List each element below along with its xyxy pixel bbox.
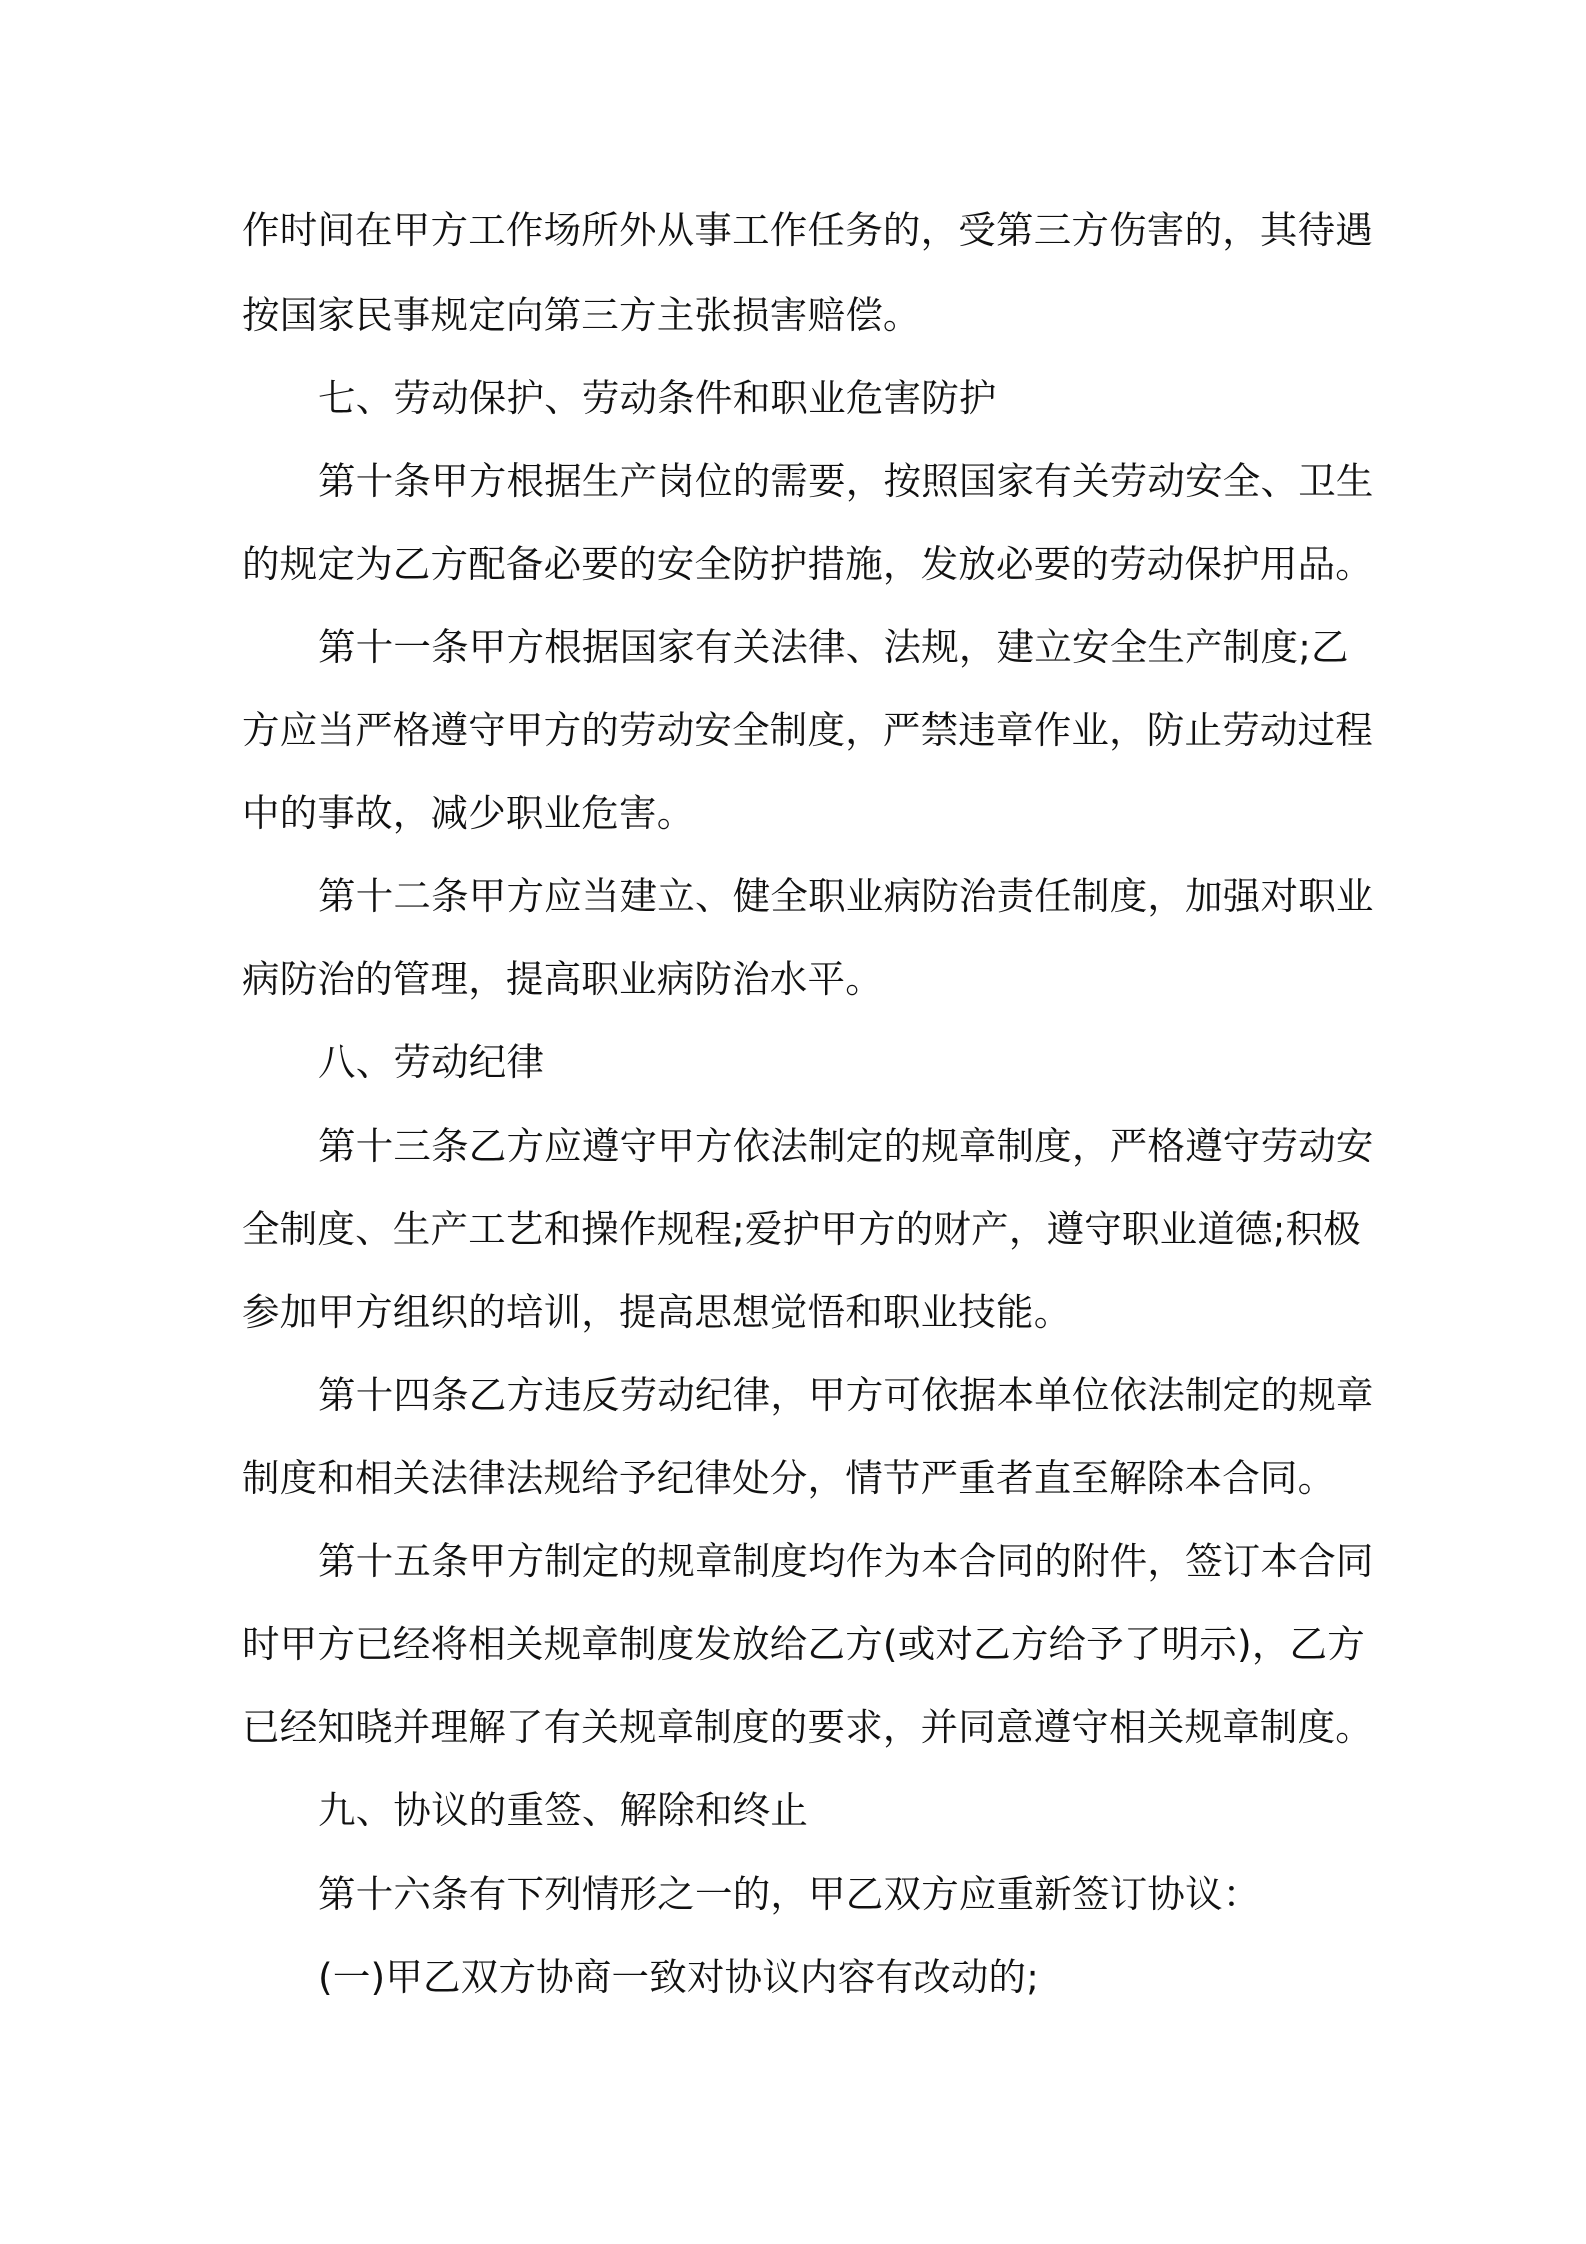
paragraph-line: 参加甲方组织的培训，提高思想觉悟和职业技能。 <box>242 1290 1072 1334</box>
paragraph-line: 作时间在甲方工作场所外从事工作任务的，受第三方伤害的，其待遇 <box>242 208 1373 252</box>
section-heading: 七、劳动保护、劳动条件和职业危害防护 <box>318 376 997 420</box>
paragraph-line: 第十五条甲方制定的规章制度均作为本合同的附件，签订本合同 <box>318 1539 1374 1583</box>
section-heading: 八、劳动纪律 <box>318 1040 545 1084</box>
paragraph-line: 第十四条乙方违反劳动纪律，甲方可依据本单位依法制定的规章 <box>318 1373 1374 1417</box>
paragraph-line: 第十一条甲方根据国家有关法律、法规，建立安全生产制度;乙 <box>318 625 1349 669</box>
paragraph-line: 制度和相关法律法规给予纪律处分，情节严重者直至解除本合同。 <box>242 1456 1336 1500</box>
paragraph-line: 第十六条有下列情形之一的，甲乙双方应重新签订协议： <box>318 1872 1261 1916</box>
list-item: (一)甲乙双方协商一致对协议内容有改动的; <box>318 1955 1040 1999</box>
section-heading: 九、协议的重签、解除和终止 <box>318 1788 809 1832</box>
paragraph-line: 已经知晓并理解了有关规章制度的要求，并同意遵守相关规章制度。 <box>242 1705 1373 1749</box>
paragraph-line: 中的事故，减少职业危害。 <box>242 791 695 835</box>
paragraph-line: 的规定为乙方配备必要的安全防护措施，发放必要的劳动保护用品。 <box>242 542 1373 586</box>
paragraph-line: 第十三条乙方应遵守甲方依法制定的规章制度，严格遵守劳动安 <box>318 1124 1374 1168</box>
paragraph-line: 全制度、生产工艺和操作规程;爱护甲方的财产，遵守职业道德;积极 <box>242 1207 1361 1251</box>
paragraph-line: 第十二条甲方应当建立、健全职业病防治责任制度，加强对职业 <box>318 874 1374 918</box>
paragraph-line: 第十条甲方根据生产岗位的需要，按照国家有关劳动安全、卫生 <box>318 459 1374 503</box>
paragraph-line: 方应当严格遵守甲方的劳动安全制度，严禁违章作业，防止劳动过程 <box>242 708 1373 752</box>
paragraph-line: 按国家民事规定向第三方主张损害赔偿。 <box>242 293 921 337</box>
paragraph-line: 时甲方已经将相关规章制度发放给乙方(或对乙方给予了明示)，乙方 <box>242 1622 1365 1666</box>
paragraph-line: 病防治的管理，提高职业病防治水平。 <box>242 957 883 1001</box>
